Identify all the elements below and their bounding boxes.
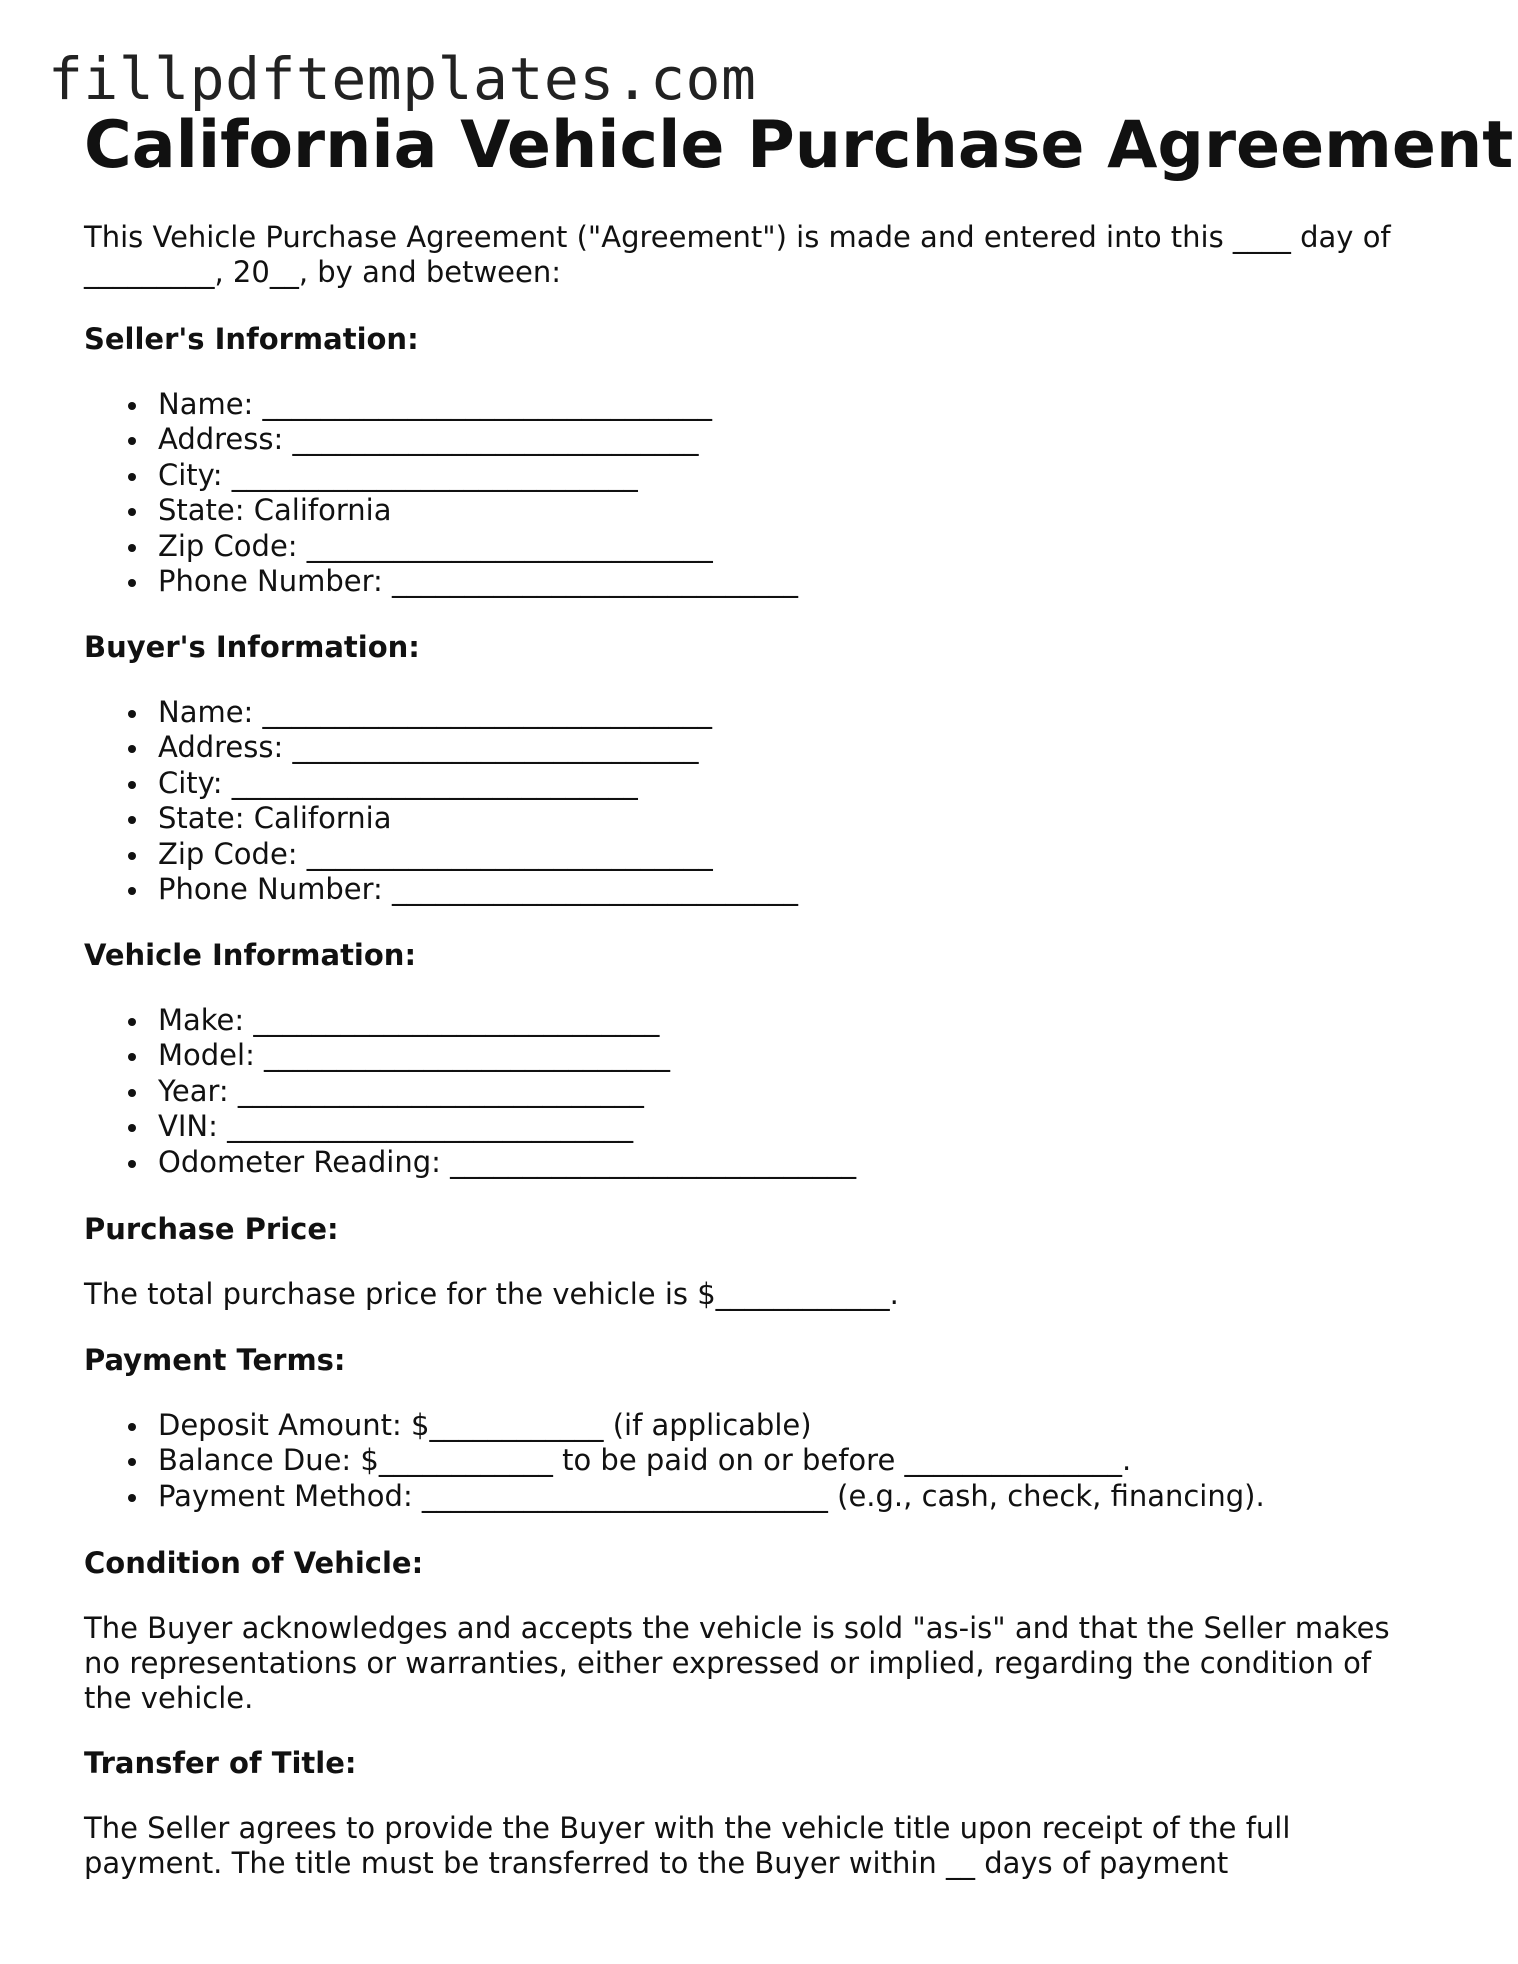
buyer-phone-field[interactable]: Phone Number: ____________________________ [158,872,1444,907]
buyer-heading: Buyer's Information: [84,630,420,664]
vehicle-model-field[interactable]: Model: ____________________________ [158,1038,1444,1073]
transfer-title-line-2: payment. The title must be transferred to the Buyer within __ days of payment [84,1846,1229,1880]
purchase-price-heading: Purchase Price: [84,1212,339,1246]
buyer-name-field[interactable]: Name: _______________________________ [158,695,1444,730]
vehicle-vin-field[interactable]: VIN: ____________________________ [158,1109,1444,1144]
condition-paragraph [84,1611,1444,1716]
seller-phone-field[interactable]: Phone Number: ____________________________ [158,564,1444,599]
vehicle-make-field[interactable]: Make: ____________________________ [158,1003,1444,1038]
payment-terms-section [84,1343,1444,1514]
intro-line-2: _________, 20__, by and between: [84,255,562,289]
document-title: California Vehicle Purchase Agreement [84,108,1514,183]
deposit-amount-field[interactable]: Deposit Amount: $____________ (if applicable) [158,1408,1444,1443]
condition-section [84,1546,1444,1716]
transfer-title-heading: Transfer of Title: [84,1746,357,1780]
vehicle-odometer-field[interactable]: Odometer Reading: ____________________________ [158,1145,1444,1180]
condition-line-1: The Buyer acknowledges and accepts the vehicle is sold "as-is" and that the Seller makes [84,1611,1390,1645]
seller-name-field[interactable]: Name: _______________________________ [158,387,1444,422]
purchase-price-section [84,1212,1444,1312]
condition-line-3: the vehicle. [84,1681,254,1715]
transfer-title-line-1: The Seller agrees to provide the Buyer with the vehicle title upon receipt of the full [84,1811,1291,1845]
seller-address-field[interactable]: Address: ____________________________ [158,422,1444,457]
seller-section [84,322,1444,599]
buyer-list [84,695,1444,907]
payment-method-field[interactable]: Payment Method: ____________________________ (e.g., cash, check, financing). [158,1479,1444,1514]
buyer-address-field[interactable]: Address: ____________________________ [158,730,1444,765]
seller-state-field: State: California [158,493,1444,528]
purchase-price-text[interactable]: The total purchase price for the vehicle is $____________. [84,1277,899,1311]
seller-city-field[interactable]: City: ____________________________ [158,458,1444,493]
document-header [84,108,1514,184]
vehicle-heading: Vehicle Information: [84,938,417,972]
transfer-title-paragraph [84,1811,1444,1881]
buyer-zip-field[interactable]: Zip Code: ____________________________ [158,837,1444,872]
vehicle-section [84,938,1444,1180]
payment-terms-list [84,1408,1444,1514]
condition-heading: Condition of Vehicle: [84,1546,424,1580]
condition-line-2: no representations or warranties, either expressed or implied, regarding the condition of [84,1646,1372,1680]
watermark: fillpdftemplates.com [48,45,757,113]
seller-list [84,387,1444,599]
seller-heading: Seller's Information: [84,322,419,356]
buyer-city-field[interactable]: City: ____________________________ [158,766,1444,801]
intro-line-1: This Vehicle Purchase Agreement ("Agreement") is made and entered into this ____ day of [84,220,1391,254]
buyer-state-field: State: California [158,801,1444,836]
vehicle-list [84,1003,1444,1180]
balance-due-field[interactable]: Balance Due: $____________ to be paid on or before _______________. [158,1443,1444,1478]
seller-zip-field[interactable]: Zip Code: ____________________________ [158,529,1444,564]
payment-terms-heading: Payment Terms: [84,1343,346,1377]
buyer-section [84,630,1444,907]
vehicle-year-field[interactable]: Year: ____________________________ [158,1074,1444,1109]
transfer-title-section [84,1746,1444,1881]
intro-paragraph [84,220,1444,290]
